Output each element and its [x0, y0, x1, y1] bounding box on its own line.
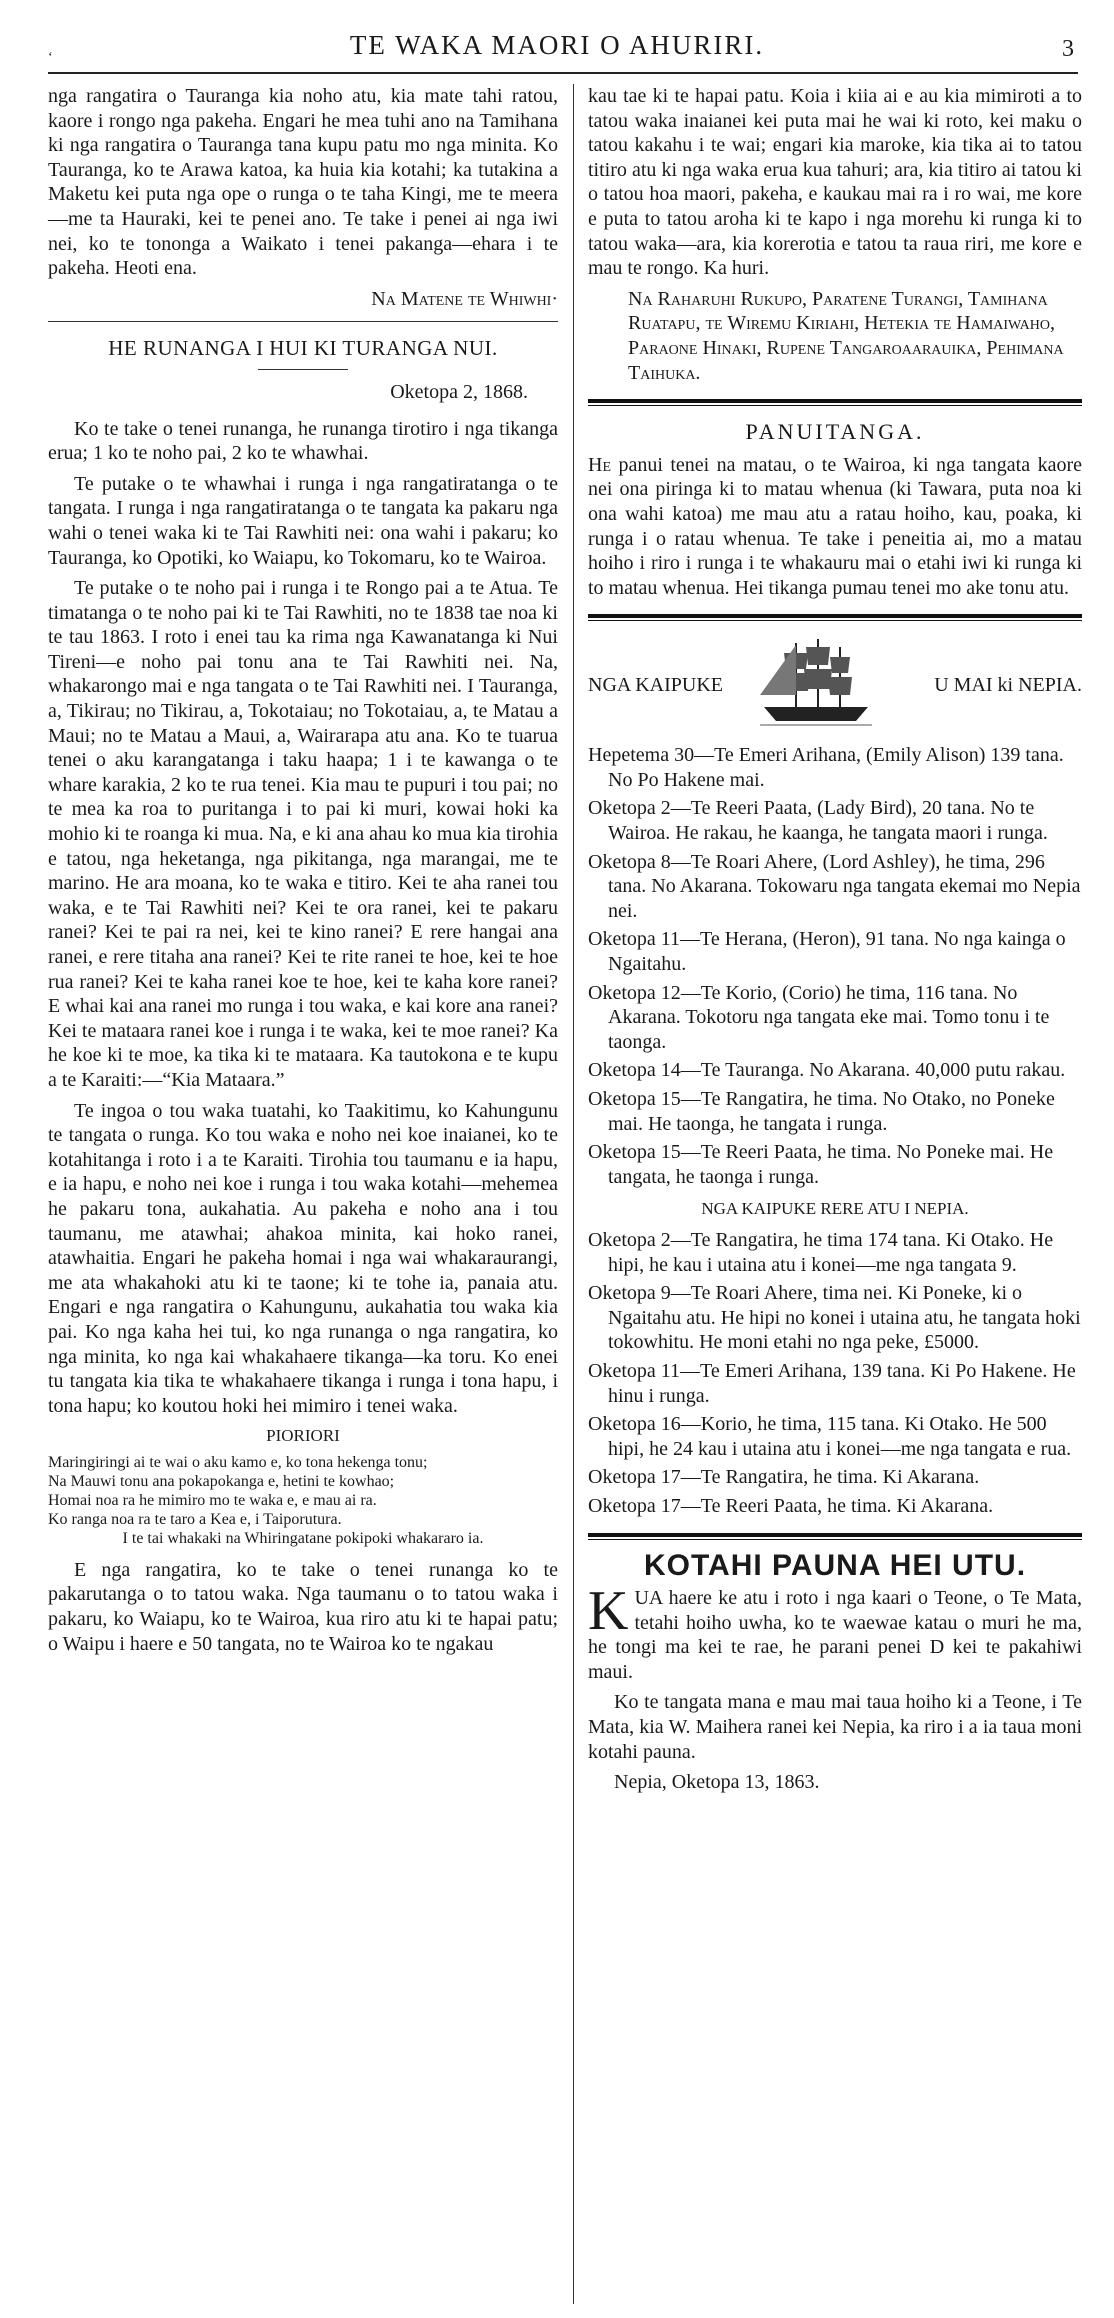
margin-mark: ‘	[48, 50, 53, 65]
runanga-date: Oketopa 2, 1868.	[390, 380, 528, 403]
arrival-entry: Oketopa 8—Te Roari Ahere, (Lord Ashley), he tima, 296 tana. No Akarana. Tokowaru nga tangata ekemai mo Nepia nei.	[588, 850, 1081, 922]
double-rule	[588, 614, 1082, 621]
poem-line: Homai noa ra he mimiro mo te waka e, e mau ai ra.	[48, 1491, 377, 1509]
runanga-paragraph: Te putake o te noho pai i runga i te Rongo pai a te Atua. Te timatanga o te noho pai ki te Tai Rawhiti, no te 1838 tae noa ki te tau 1863. I roto i enei tau ka rima nga Kawanatanga ki Nui Tireni—e noho pai tonu ana te Tai Rawhiti nei. Na, whakarongo mai e nga tangata o te Tai Rawhiti nei. I Tauranga, a, Tikirau; no Tikirau, a, Tokotaiau; no Tokotaiau, a, te Matau a Maui; no te Matau a Maui, a, Wairarapa atu ana. Ko te tuarua tenei o aku karangatanga i taku haapa; 1 i te kawanga o te whare karakia, 2 ko te rua tenei. Kia mau te pupuri i tou pai; no te mea ka roa to puritanga i to pai ki muri, kowai hoki ka mohio ki te roanga ki mua. Na, e ki ana ahau ko mua kia tirohia e tatou, nga heketanga, nga pikitanga, nga marangai, me te marino. He ara moana, ko te waka e titiro. Kei te aha ranei tou waka, e te Tai Rawhiti nei? Kei te ora ranei, kei te pakaru ranei? Kei te pai ra nei, kei te kino ranei? E rere hangai ana ranei, e rere titaha ana ranei? Kei te rite ranei te hoe, kei te hoe rua ranei? Kei te kaha ranei koe te hoe, kei te kaha kore ranei? E whai kai ana ranei mo runga i tou waka, e kai kore ana ranei? Kei te mataara ranei koe i runga i te waka, kei te moe ranei? Ka he koe ki te moe, ka tika ki te mataara. Ka tautokona e te kupu a te Karaiti:—“Kia Mataara.”	[48, 577, 558, 1091]
section-rule	[48, 321, 558, 322]
header-rule	[48, 72, 1078, 74]
runanga-paragraph: Ko te take o tenei runanga, he runanga tirotiro i nga tikanga erua; 1 ko te noho pai, 2 ko te whawhai.	[48, 417, 558, 465]
shipping-label-left: NGA KAIPUKE	[588, 674, 723, 697]
poem-line: Maringiringi ai te wai o aku kamo e, ko tona hekenga tonu;	[48, 1453, 428, 1471]
departures-list	[588, 1228, 1082, 1519]
short-rule	[258, 369, 348, 370]
shipping-header	[588, 635, 1082, 735]
reward-date: Nepia, Oketopa 13, 1863.	[614, 1771, 820, 1794]
departure-entry: Oketopa 9—Te Roari Ahere, tima nei. Ki Poneke, ki o Ngaitahu atu. He hipi no konei i utaina atu, he tangata hoki tokowhitu. He moni etahi no nga peke, £5000.	[588, 1282, 1081, 1354]
column-divider	[573, 84, 574, 2304]
departures-heading: NGA KAIPUKE RERE ATU I NEPIA.	[701, 1199, 969, 1219]
continued-paragraph: kau tae ki te hapai patu. Koia i kiia ai e au kia mimiroti a to tatou waka inaianei kei puta mai he wai ki roto, kei maku o tatou kakahu i te wai; engari kia maroke, kia tika ai to tatou titiro atu ki nga waka erua kua tahuri; ara, kia titiro ai tatou ki o tatou hoa maori, pakeha, e kaukau mai ra i ro wai, me kore e puta to tatou aroha ki te kapo i nga morehu ki runga ki to tatou waka—ara, kia korerotia e tatou ta raua riri, me kore e mau te rongo. Ka huri.	[588, 85, 1082, 280]
reward-paragraph-2: Ko te tangata mana e mau mai taua hoiho ki a Teone, i Te Mata, kia W. Maihera ranei kei Nepia, ka riro i a ia taua moni kotahi pauna.	[588, 1691, 1082, 1763]
arrival-entry: Oketopa 2—Te Reeri Paata, (Lady Bird), 20 tana. No te Wairoa. He rakau, he kaanga, he tangata maori i runga.	[588, 797, 1048, 845]
signatories: Na Raharuhi Rukupo, Paratene Turangi, Tamihana Ruatapu, te Wiremu Kiriahi, Hetekia te Hamaiwaho, Paraone Hinaki, Rupene Tangaroaarauika, Pehimana Taihuka.	[628, 287, 1064, 384]
poem-line: Ko ranga noa ra te taro a Kea e, i Taiporutura.	[48, 1510, 342, 1528]
runanga-paragraph: Te putake o te whawhai i runga i nga rangatiratanga o te tangata. I runga i nga rangatiratanga o te tangata ka pakaru nga wahi o tenei waka ki te Tai Rawhiti nei: ona wahi i pakaru; ko Tauranga, ko Opotiki, ko Waiapu, ko Tokomaru, ko te Wairoa.	[48, 472, 558, 569]
poem	[48, 1453, 558, 1548]
arrival-entry: Oketopa 11—Te Herana, (Heron), 91 tana. No nga kainga o Ngaitahu.	[588, 928, 1066, 976]
shipping-label-right: U MAI ki NEPIA.	[934, 674, 1082, 697]
departure-entry: Oketopa 17—Te Rangatira, he tima. Ki Akarana.	[588, 1466, 980, 1489]
departure-entry: Oketopa 11—Te Emeri Arihana, 139 tana. Ki Po Hakene. He hinu i runga.	[588, 1359, 1076, 1407]
poem-line: Na Mauwi tonu ana pokapokanga e, hetini te kowhao;	[48, 1472, 395, 1490]
arrivals-list	[588, 743, 1082, 1189]
arrival-entry: Oketopa 14—Te Tauranga. No Akarana. 40,000 putu rakau.	[588, 1059, 1066, 1082]
masthead	[40, 30, 1074, 70]
panui-heading: PANUITANGA.	[745, 419, 925, 445]
departure-entry: Oketopa 16—Korio, he tima, 115 tana. Ki Otako. He 500 hipi, he 24 kau i utaina atu i konei—me nga tangata e rua.	[588, 1413, 1072, 1460]
arrival-entry: Oketopa 12—Te Korio, (Corio) he tima, 116 tana. No Akarana. Tokotoru nga tangata eke mai. Tomo tonu i te taonga.	[588, 981, 1050, 1053]
panui-paragraph	[588, 453, 1082, 601]
right-column	[588, 84, 1082, 1801]
arrival-entry: Hepetema 30—Te Emeri Arihana, (Emily Alison) 139 tana. No Po Hakene mai.	[588, 744, 1064, 791]
poem-title: PIORIORI	[266, 1426, 340, 1446]
runanga-paragraph: Te ingoa o tou waka tuatahi, ko Taakitimu, ko Kahungunu te tangata o runga. Ko tou waka e noho nei koe inaianei, ko te kotahitanga i roto i a te Karaiti. Tirohia tou taumanu e ia hapu, e ia hapu, e noho nei koe i runga i tou waka kotahi—mehemea he pakaru tona, aukahatia. Au pakeha e noho ana i tou taumanu, me atawhai; ahakoa minita, kai hoko ranei, atawhaitia. Engari he pakeha homai i nga wai whakaraurangi, me ata whakahoki atu ki te taone; ki te tohe ia, panaia atu. Engari e nga rangatira o Kahungunu, aukahatia tou waka kia pai. Ko nga kaha hei tui, ko nga runanga o nga rangatira, ko nga minita, ko nga kai whakahaere tikanga—ka toru. Ko enei tu tangata kia tika te whakahaere tikanga i runga i tona hapu, i tona hapu; ko koutou hoki hei mimiro i tenei waka.	[48, 1099, 558, 1417]
panui-text: panui tenei na matau, o te Wairoa, ki nga tangata kaore nei ona piringa ki to matau whenua (ki Tawara, puta noa ki ona wahi katoa) me mau atu a ratau hoiho, kau, poaka, ki runga i o ratau whenua. Te take i peneitia ai, mo a matau hoiho i riro i runga i te whakauru mai o etahi iwi ki runga ki to matau whenua. Hei tikanga pumau tenei mo ake tonu atu.	[588, 453, 1082, 599]
left-column	[48, 84, 558, 1662]
sailing-ship-icon	[756, 635, 876, 731]
arrival-entry: Oketopa 15—Te Reeri Paata, he tima. No Poneke mai. He tangata, he taonga i runga.	[588, 1141, 1054, 1188]
reward-paragraph	[588, 1580, 1082, 1684]
newspaper-title: TE WAKA MAORI O AHURIRI.	[349, 30, 765, 60]
departure-entry: Oketopa 17—Te Reeri Paata, he tima. Ki Akarana.	[588, 1494, 994, 1517]
reward-text: UA haere ke atu i roto i nga kaari o Teone, o Te Mata, tetahi hoiho uwha, ko te waewae katau o muri he ma, he tongi ma kei te rae, he parani penei D kei te pakahiwi maui.	[588, 1587, 1082, 1683]
arrival-entry: Oketopa 15—Te Rangatira, he tima. No Otako, no Poneke mai. He taonga, he tangata i runga.	[588, 1088, 1055, 1135]
double-rule	[588, 399, 1082, 406]
panui-lead: He	[588, 453, 611, 476]
runanga-heading: HE RUNANGA I HUI KI TURANGA NUI.	[108, 336, 498, 361]
reward-heading: KOTAHI PAUNA HEI UTU.	[643, 1548, 1027, 1582]
poem-line: I te tai whakaki na Whiringatane pokipoki whakararo ia.	[122, 1529, 484, 1547]
double-rule	[588, 1533, 1082, 1540]
page-number: 3	[1062, 36, 1074, 62]
drop-cap: K	[588, 1580, 629, 1643]
intro-signature: Na Matene te Whiwhi·	[371, 287, 558, 310]
closing-paragraph: E nga rangatira, ko te take o tenei runanga ko te pakarutanga o to tatou waka. Nga taumanu o to tatou waka i pakaru, ko Waiapu, ko te Wairoa, kua riro atu ki te hapai patu; o Waipu i haere e 50 tangata, no te Wairoa ko te ngakau	[48, 1558, 558, 1655]
departure-entry: Oketopa 2—Te Rangatira, he tima 174 tana. Ki Otako. He hipi, he kau i utaina atu i konei—me nga tangata 9.	[588, 1228, 1054, 1276]
intro-paragraph: nga rangatira o Tauranga kia noho atu, kia mate tahi ratou, kaore i rongo nga pakeha. Engari he mea tuhi ano na Tamihana ki nga rangatira o Tauranga tana kupu patu mo nga minita. Ko Tauranga, ko te Arawa katoa, ka huia kia kotahi; ka tutakina a Maketu kei puta nga ope o runga o te taha Kingi, me te meera—me ta Hauraki, kei te penei ano. Te take i penei ai nga iwi nei, ko te tononga a Waikato i tenei pakanga—ehara i te pakeha. Heoti ena.	[48, 85, 558, 280]
